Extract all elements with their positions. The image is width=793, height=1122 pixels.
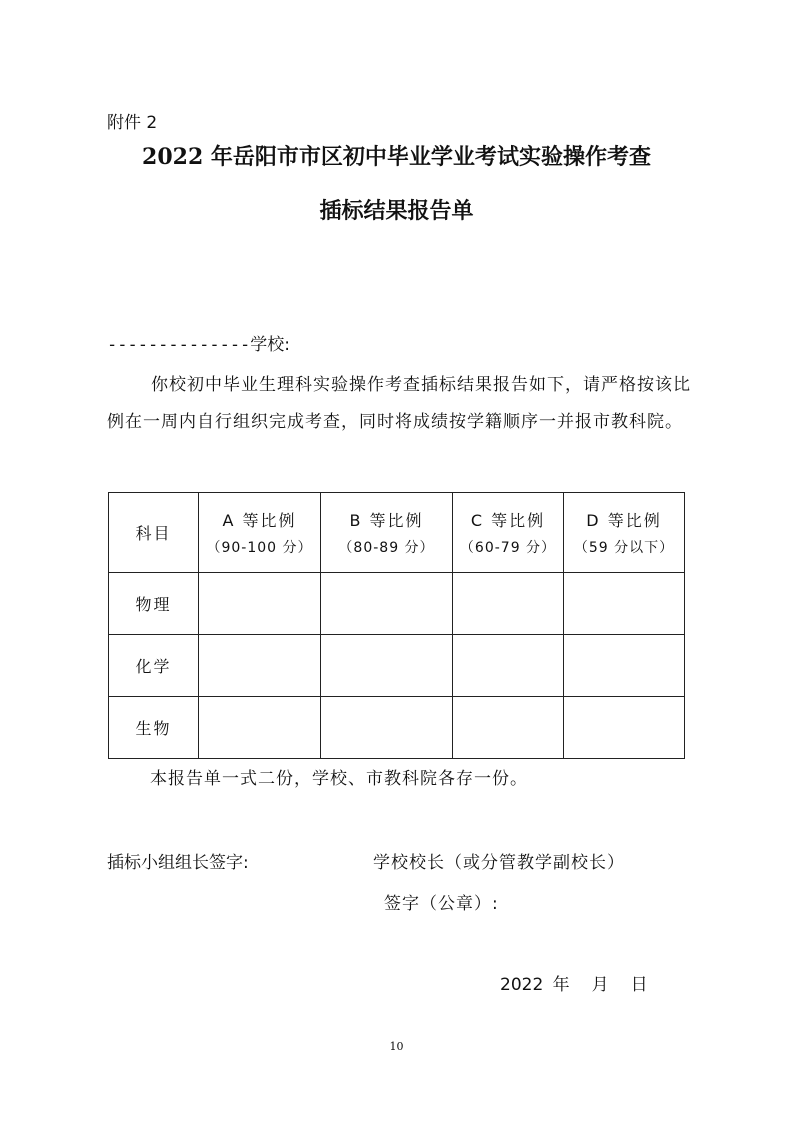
table-row-biology bbox=[109, 697, 685, 759]
grade-b-header bbox=[321, 493, 453, 573]
copies-note: 本报告单一式二份，学校、市教科院各存一份。 bbox=[150, 769, 528, 789]
subject-cell: 物理 bbox=[109, 573, 199, 635]
grade-a-range: （90-100 分） bbox=[206, 540, 313, 556]
grade-c-header bbox=[453, 493, 564, 573]
grade-c-cell[interactable] bbox=[453, 697, 564, 759]
subject-header: 科目 bbox=[109, 493, 199, 573]
grade-b-range: （80-89 分） bbox=[338, 540, 435, 556]
grade-c-cell[interactable] bbox=[453, 635, 564, 697]
grade-d-name: D 等比例 bbox=[586, 511, 662, 530]
grade-d-cell[interactable] bbox=[564, 697, 685, 759]
grade-c-range: （60-79 分） bbox=[459, 540, 557, 556]
grade-a-name: A 等比例 bbox=[222, 511, 297, 530]
grade-a-cell[interactable] bbox=[199, 697, 321, 759]
document-title-line1: 2022 年岳阳市市区初中毕业学业考试实验操作考查 bbox=[142, 144, 651, 170]
school-name-blank: -------------- bbox=[107, 335, 251, 355]
grade-c-name: C 等比例 bbox=[470, 511, 546, 530]
grade-b-cell[interactable] bbox=[321, 635, 453, 697]
intro-paragraph: 你校初中毕业生理科实验操作考查插标结果报告如下，请严格按该比例在一周内自行组织完成考查，同时将成绩按学籍顺序一并报市教科院。 bbox=[107, 375, 691, 432]
date-year: 2022 年 bbox=[500, 975, 570, 995]
grade-d-cell[interactable] bbox=[564, 635, 685, 697]
result-table bbox=[108, 492, 685, 759]
seal-signature-label: 签字（公章）: bbox=[384, 894, 499, 914]
group-leader-signature-label: 插标小组组长签字: bbox=[107, 853, 249, 873]
page-number: 10 bbox=[389, 1040, 404, 1053]
document-title-line2: 插标结果报告单 bbox=[319, 198, 474, 224]
table-row-physics bbox=[109, 573, 685, 635]
grade-b-name: B 等比例 bbox=[349, 511, 424, 530]
grade-d-cell[interactable] bbox=[564, 573, 685, 635]
grade-a-header bbox=[199, 493, 321, 573]
principal-signature-label: 学校校长（或分管教学副校长） bbox=[373, 853, 625, 873]
table-row-chemistry bbox=[109, 635, 685, 697]
school-name-line bbox=[107, 330, 290, 355]
grade-b-cell[interactable] bbox=[321, 697, 453, 759]
subject-cell: 生物 bbox=[109, 697, 199, 759]
grade-c-cell[interactable] bbox=[453, 573, 564, 635]
date-month: 月 bbox=[591, 975, 609, 995]
school-suffix: 学校: bbox=[250, 335, 291, 355]
grade-b-cell[interactable] bbox=[321, 573, 453, 635]
grade-d-header bbox=[564, 493, 685, 573]
subject-cell: 化学 bbox=[109, 635, 199, 697]
date-line bbox=[500, 970, 670, 995]
attachment-label: 附件 2 bbox=[107, 113, 158, 133]
grade-d-range: （59 分以下） bbox=[573, 540, 675, 556]
table-header-row bbox=[109, 493, 685, 573]
grade-a-cell[interactable] bbox=[199, 573, 321, 635]
grade-a-cell[interactable] bbox=[199, 635, 321, 697]
date-day: 日 bbox=[630, 975, 648, 995]
